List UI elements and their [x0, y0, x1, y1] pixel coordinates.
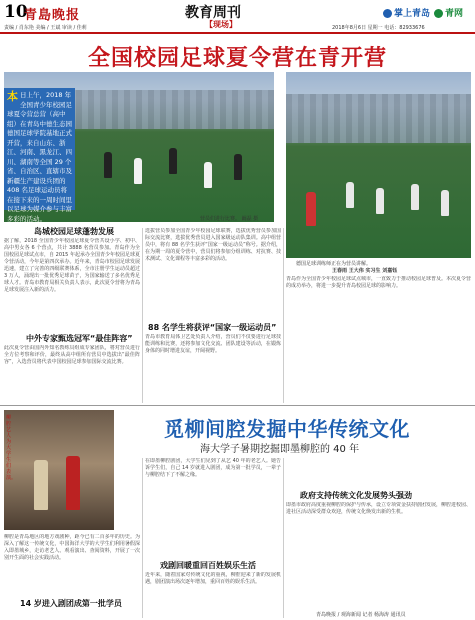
story1-photo2-caption: 德国足球训练师正在为营员讲解。 [296, 261, 372, 267]
story2-headline: 觅柳间腔发掘中华传统文化 [164, 417, 410, 441]
web-logo-text: 青网 [445, 9, 464, 19]
story1-col3: 选拔营员参加全国青少年校园足球联赛，选拔优秀营员参加国际交流比赛，选拔优秀营员进入国家级运动队集训。高中组营员中，将有 88 名学生获评“国家一级运动员”称号。据介绍，在为期一周的夏令营中，营员们将参加分组训练、对抗赛、技术测试、文化课程等丰富多彩的活动。 [145, 228, 281, 262]
web-logo [434, 6, 463, 19]
date-line: 2018年8月6日 星期一 电话：82933676 [332, 25, 425, 31]
player-figure [204, 162, 212, 188]
story2-col3: 近年来，随着国家对传统文化的重视，柳腔迎来了新的发展机遇，剧团演出场次逐年增加，重回百姓的娱乐生活。 [145, 572, 281, 585]
performer-figure [66, 456, 80, 510]
story1-photo-caption: 营员们进行比赛。 阚磊 摄 [200, 216, 259, 222]
story2-sub3: 政府支持传统文化发展势头强劲 [300, 491, 412, 500]
story2-author: 青岛晚报 / 观海新闻 记者 杨海涛 通讯员 [316, 612, 406, 618]
story1-intro: 日上午，2018 年全国青少年校园足球夏令营总营（高中组）在青岛中德生态园德国足球学院基地正式开营，来自山东、浙江、河南、黑龙江、四川、湖南等全国 29 个省、自治区、直辖市及新疆生产建设兵团的 408 名足球运动员将在接下来的一周时间里以足球为媒介参与丰富多彩的活动。 [7, 91, 72, 223]
page-number: 10 [4, 2, 28, 22]
story2-col1: 柳腔是青岛地区的地方戏剧种，距今已有二百多年的历史。为深入了解这一传统文化，中国海洋大学的大学生们利用暑假深入即墨城乡，走访老艺人、观看演出、查阅资料，开展了一次别开生面的社会实践活动。 [4, 534, 140, 561]
story1-sub1: 岛城校园足球蓬勃发展 [34, 227, 114, 236]
story1-col1: 据了解，2018 全国青少年校园足球夏令营共设小学、初中、高中男女各 6 个营点，共计 3888 名营员参加。青岛作为全国校园足球试点市，自 2015 年起承办全国青少年校园足球夏令营活动，今年是第四次承办。近年来，青岛市校园足球发展迅速，建立了完善的四级联赛体系，全市注册学生运动员超过 3 万人，涌现出一批优秀足球苗子，为国家输送了多名优秀足球人才。青岛市教育局相关负责人表示，此次夏令营将为青岛足球发展注入新的活力。 [4, 238, 140, 293]
player-figure [376, 188, 384, 214]
story2-col4a [286, 458, 471, 488]
player-figure [234, 154, 242, 180]
story1-col2: 此次夏令营由国内外知名教练员组成专家团队，将对营员进行全方位考察和评价，最终从高中组所有营员中选拔出“最佳阵容”，入选营员将代表中国校园足球参加国际交流比赛。 [4, 345, 140, 365]
intro-dropcap: 本 [7, 90, 18, 103]
story1-headline: 全国校园足球夏令营在青开营 [87, 46, 387, 71]
story2-side-caption: 柳腔艺人为大学生们表演。 [6, 415, 17, 481]
column-divider [283, 458, 284, 618]
column-divider [283, 228, 284, 403]
story1-photo2-credit: 王春雨 王大伟 实习生 刘嘉钰 [332, 268, 398, 274]
story1-col4: 青岛市教育局体卫艺处负责人介绍，营员们不仅要进行足球技能训练和比赛，还将参加文化交流、团队建设等活动，在锻炼身体的同时增进友谊，开阔视野。 [145, 334, 281, 354]
player-figure [411, 184, 419, 210]
app-icon [383, 9, 392, 18]
stadium-stand [286, 94, 471, 142]
story2-col4: 即墨市政府高度重视柳腔的保护与传承，设立专项资金扶持剧团发展，柳腔进校园、进社区活动深受群众欢迎，传统文化焕发出新的生机。 [286, 502, 471, 515]
staff-line: 责编 / 肖东艳 美编 / 王斌 审读 / 佳莉 [4, 25, 87, 31]
story2-sub1: 14 岁进入剧团成第一批学员 [20, 599, 122, 608]
story1-col5: 青岛作为全国青少年校园足球试点城市，一直致力于推动校园足球普及。本次夏令营的成功举办，将进一步提升青岛校园足球的影响力。 [286, 276, 471, 289]
player-figure [134, 158, 142, 184]
subsection-title: 【现场】 [205, 20, 237, 29]
story1-intro-box [4, 88, 75, 223]
web-icon [434, 9, 443, 18]
performer-figure [34, 460, 48, 510]
app-logo [383, 6, 430, 19]
column-divider [142, 228, 143, 403]
column-divider [142, 458, 143, 618]
paper-name: 青島晚报 [24, 8, 81, 23]
story2-photo-performance [4, 410, 114, 530]
story-divider [0, 405, 475, 406]
app-logo-text: 掌上青岛 [394, 9, 431, 19]
header-rule [0, 32, 475, 34]
player-figure [441, 190, 449, 216]
player-figure [104, 152, 112, 178]
coach-figure [306, 192, 316, 226]
story2-col2: 在即墨柳腔剧团，大学生们见到了从艺 40 年的老艺人。她告诉学生们，自己 14 岁就进入剧团，成为第一批学员，一辈子与柳腔结下了不解之缘。 [145, 458, 281, 478]
masthead [0, 0, 475, 34]
story1-sub3: 88 名学生将获评“国家一级运动员” [148, 323, 277, 332]
section-title: 教育周刊 [185, 5, 241, 21]
player-figure [169, 148, 177, 174]
player-figure [346, 182, 354, 208]
story1-photo-coach [286, 72, 471, 258]
story2-sub2: 戏剧回暖重回百姓娱乐生活 [160, 561, 256, 570]
story1-sub2: 中外专家甄选冠军“最佳阵容” [26, 334, 133, 343]
story2-subhead: 海大学子暑期挖掘即墨柳腔的 40 年 [200, 444, 360, 455]
